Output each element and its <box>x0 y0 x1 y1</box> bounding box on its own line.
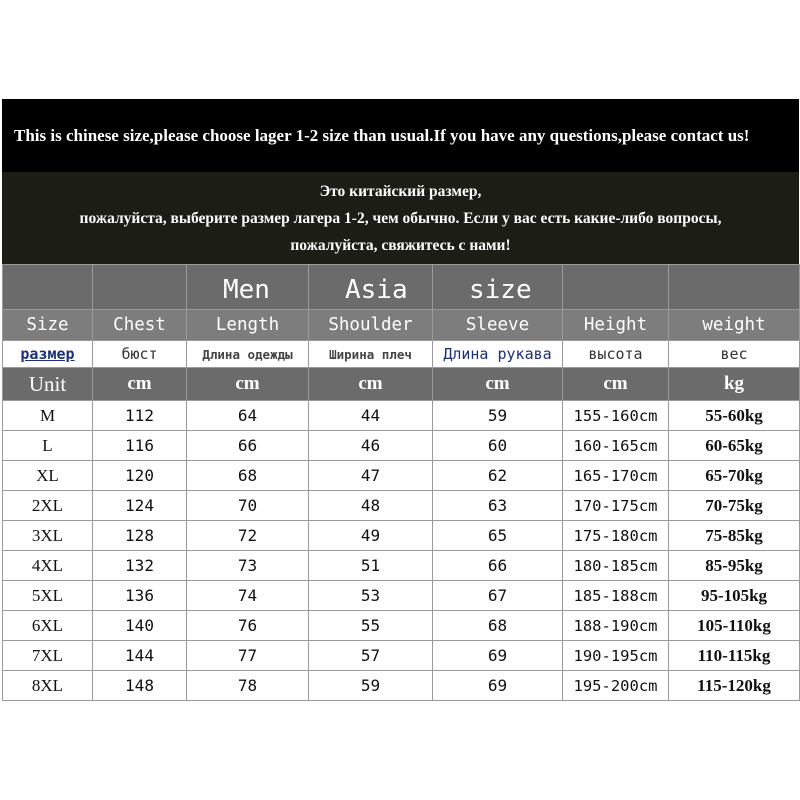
cell-size: 8XL <box>3 671 93 701</box>
header-ru-shoulder: Ширина плеч <box>309 341 433 368</box>
cell-weight: 75-85kg <box>669 521 800 551</box>
header-ru-length: Длина одежды <box>187 341 309 368</box>
russian-notice-line-2: пожалуйста, выберите размер лагера 1-2, чем обычно. Если у вас есть какие-либо вопросы, <box>79 209 722 227</box>
cell-height: 180-185cm <box>563 551 669 581</box>
cell-size: M <box>3 401 93 431</box>
header-ru-chest: бюст <box>93 341 187 368</box>
cell-height: 195-200cm <box>563 671 669 701</box>
unit-sleeve: cm <box>433 368 563 401</box>
title-cell-empty <box>93 265 187 310</box>
title-cell-empty <box>563 265 669 310</box>
cell-shoulder: 55 <box>309 611 433 641</box>
cell-size: 5XL <box>3 581 93 611</box>
cell-size: 7XL <box>3 641 93 671</box>
unit-weight: kg <box>669 368 800 401</box>
cell-shoulder: 49 <box>309 521 433 551</box>
cell-sleeve: 65 <box>433 521 563 551</box>
english-notice-text: This is chinese size,please choose lager 1-2 size than usual.If you have any questions,please contact us! <box>14 125 750 145</box>
cell-height: 160-165cm <box>563 431 669 461</box>
header-ru-sleeve: Длина рукава <box>433 341 563 368</box>
russian-notice-banner <box>2 172 799 264</box>
header-length: Length <box>187 310 309 341</box>
cell-chest: 140 <box>93 611 187 641</box>
cell-length: 70 <box>187 491 309 521</box>
header-sleeve: Sleeve <box>433 310 563 341</box>
cell-sleeve: 68 <box>433 611 563 641</box>
cell-length: 77 <box>187 641 309 671</box>
title-cell-empty <box>3 265 93 310</box>
cell-size: 3XL <box>3 521 93 551</box>
russian-notice-line-3: пожалуйста, свяжитесь с нами! <box>290 236 511 254</box>
cell-weight: 105-110kg <box>669 611 800 641</box>
table-row <box>3 401 800 431</box>
cell-height: 170-175cm <box>563 491 669 521</box>
cell-weight: 65-70kg <box>669 461 800 491</box>
cell-chest: 116 <box>93 431 187 461</box>
table-row <box>3 461 800 491</box>
table-row <box>3 581 800 611</box>
cell-sleeve: 62 <box>433 461 563 491</box>
cell-shoulder: 47 <box>309 461 433 491</box>
cell-size: L <box>3 431 93 461</box>
header-weight: weight <box>669 310 800 341</box>
table-row <box>3 431 800 461</box>
cell-size: XL <box>3 461 93 491</box>
cell-weight: 95-105kg <box>669 581 800 611</box>
cell-sleeve: 67 <box>433 581 563 611</box>
cell-sleeve: 63 <box>433 491 563 521</box>
unit-label: Unit <box>3 368 93 401</box>
table-header-ru-row <box>3 341 800 368</box>
cell-height: 185-188cm <box>563 581 669 611</box>
cell-height: 190-195cm <box>563 641 669 671</box>
cell-length: 76 <box>187 611 309 641</box>
cell-weight: 115-120kg <box>669 671 800 701</box>
cell-size: 2XL <box>3 491 93 521</box>
cell-height: 155-160cm <box>563 401 669 431</box>
cell-length: 78 <box>187 671 309 701</box>
english-notice-banner <box>2 99 799 172</box>
table-header-row <box>3 310 800 341</box>
cell-height: 175-180cm <box>563 521 669 551</box>
cell-size: 4XL <box>3 551 93 581</box>
table-unit-row <box>3 368 800 401</box>
unit-shoulder: cm <box>309 368 433 401</box>
cell-sleeve: 59 <box>433 401 563 431</box>
table-row <box>3 551 800 581</box>
russian-notice-line-1: Это китайский размер, <box>319 182 482 200</box>
cell-weight: 60-65kg <box>669 431 800 461</box>
table-row <box>3 491 800 521</box>
cell-chest: 112 <box>93 401 187 431</box>
size-chart <box>2 99 799 701</box>
cell-size: 6XL <box>3 611 93 641</box>
header-shoulder: Shoulder <box>309 310 433 341</box>
unit-chest: cm <box>93 368 187 401</box>
cell-chest: 120 <box>93 461 187 491</box>
table-row <box>3 671 800 701</box>
cell-length: 66 <box>187 431 309 461</box>
header-size: Size <box>3 310 93 341</box>
cell-shoulder: 46 <box>309 431 433 461</box>
cell-shoulder: 51 <box>309 551 433 581</box>
cell-sleeve: 66 <box>433 551 563 581</box>
cell-length: 68 <box>187 461 309 491</box>
cell-chest: 132 <box>93 551 187 581</box>
cell-shoulder: 48 <box>309 491 433 521</box>
cell-sleeve: 69 <box>433 671 563 701</box>
cell-shoulder: 57 <box>309 641 433 671</box>
cell-length: 73 <box>187 551 309 581</box>
unit-height: cm <box>563 368 669 401</box>
title-asia: Asia <box>309 265 433 310</box>
table-title-row <box>3 265 800 310</box>
cell-sleeve: 60 <box>433 431 563 461</box>
cell-weight: 70-75kg <box>669 491 800 521</box>
cell-height: 165-170cm <box>563 461 669 491</box>
cell-weight: 55-60kg <box>669 401 800 431</box>
table-row <box>3 641 800 671</box>
cell-shoulder: 59 <box>309 671 433 701</box>
cell-shoulder: 53 <box>309 581 433 611</box>
cell-chest: 124 <box>93 491 187 521</box>
cell-shoulder: 44 <box>309 401 433 431</box>
header-ru-size: размер <box>3 341 93 368</box>
cell-height: 188-190cm <box>563 611 669 641</box>
cell-chest: 128 <box>93 521 187 551</box>
title-cell-empty <box>669 265 800 310</box>
header-ru-weight: вес <box>669 341 800 368</box>
cell-weight: 85-95kg <box>669 551 800 581</box>
size-table <box>2 264 800 701</box>
unit-length: cm <box>187 368 309 401</box>
table-row <box>3 521 800 551</box>
cell-length: 74 <box>187 581 309 611</box>
cell-chest: 136 <box>93 581 187 611</box>
cell-length: 64 <box>187 401 309 431</box>
cell-sleeve: 69 <box>433 641 563 671</box>
cell-chest: 144 <box>93 641 187 671</box>
header-ru-height: высота <box>563 341 669 368</box>
table-row <box>3 611 800 641</box>
title-size: size <box>433 265 563 310</box>
cell-chest: 148 <box>93 671 187 701</box>
cell-length: 72 <box>187 521 309 551</box>
header-chest: Chest <box>93 310 187 341</box>
title-men: Men <box>187 265 309 310</box>
cell-weight: 110-115kg <box>669 641 800 671</box>
header-height: Height <box>563 310 669 341</box>
